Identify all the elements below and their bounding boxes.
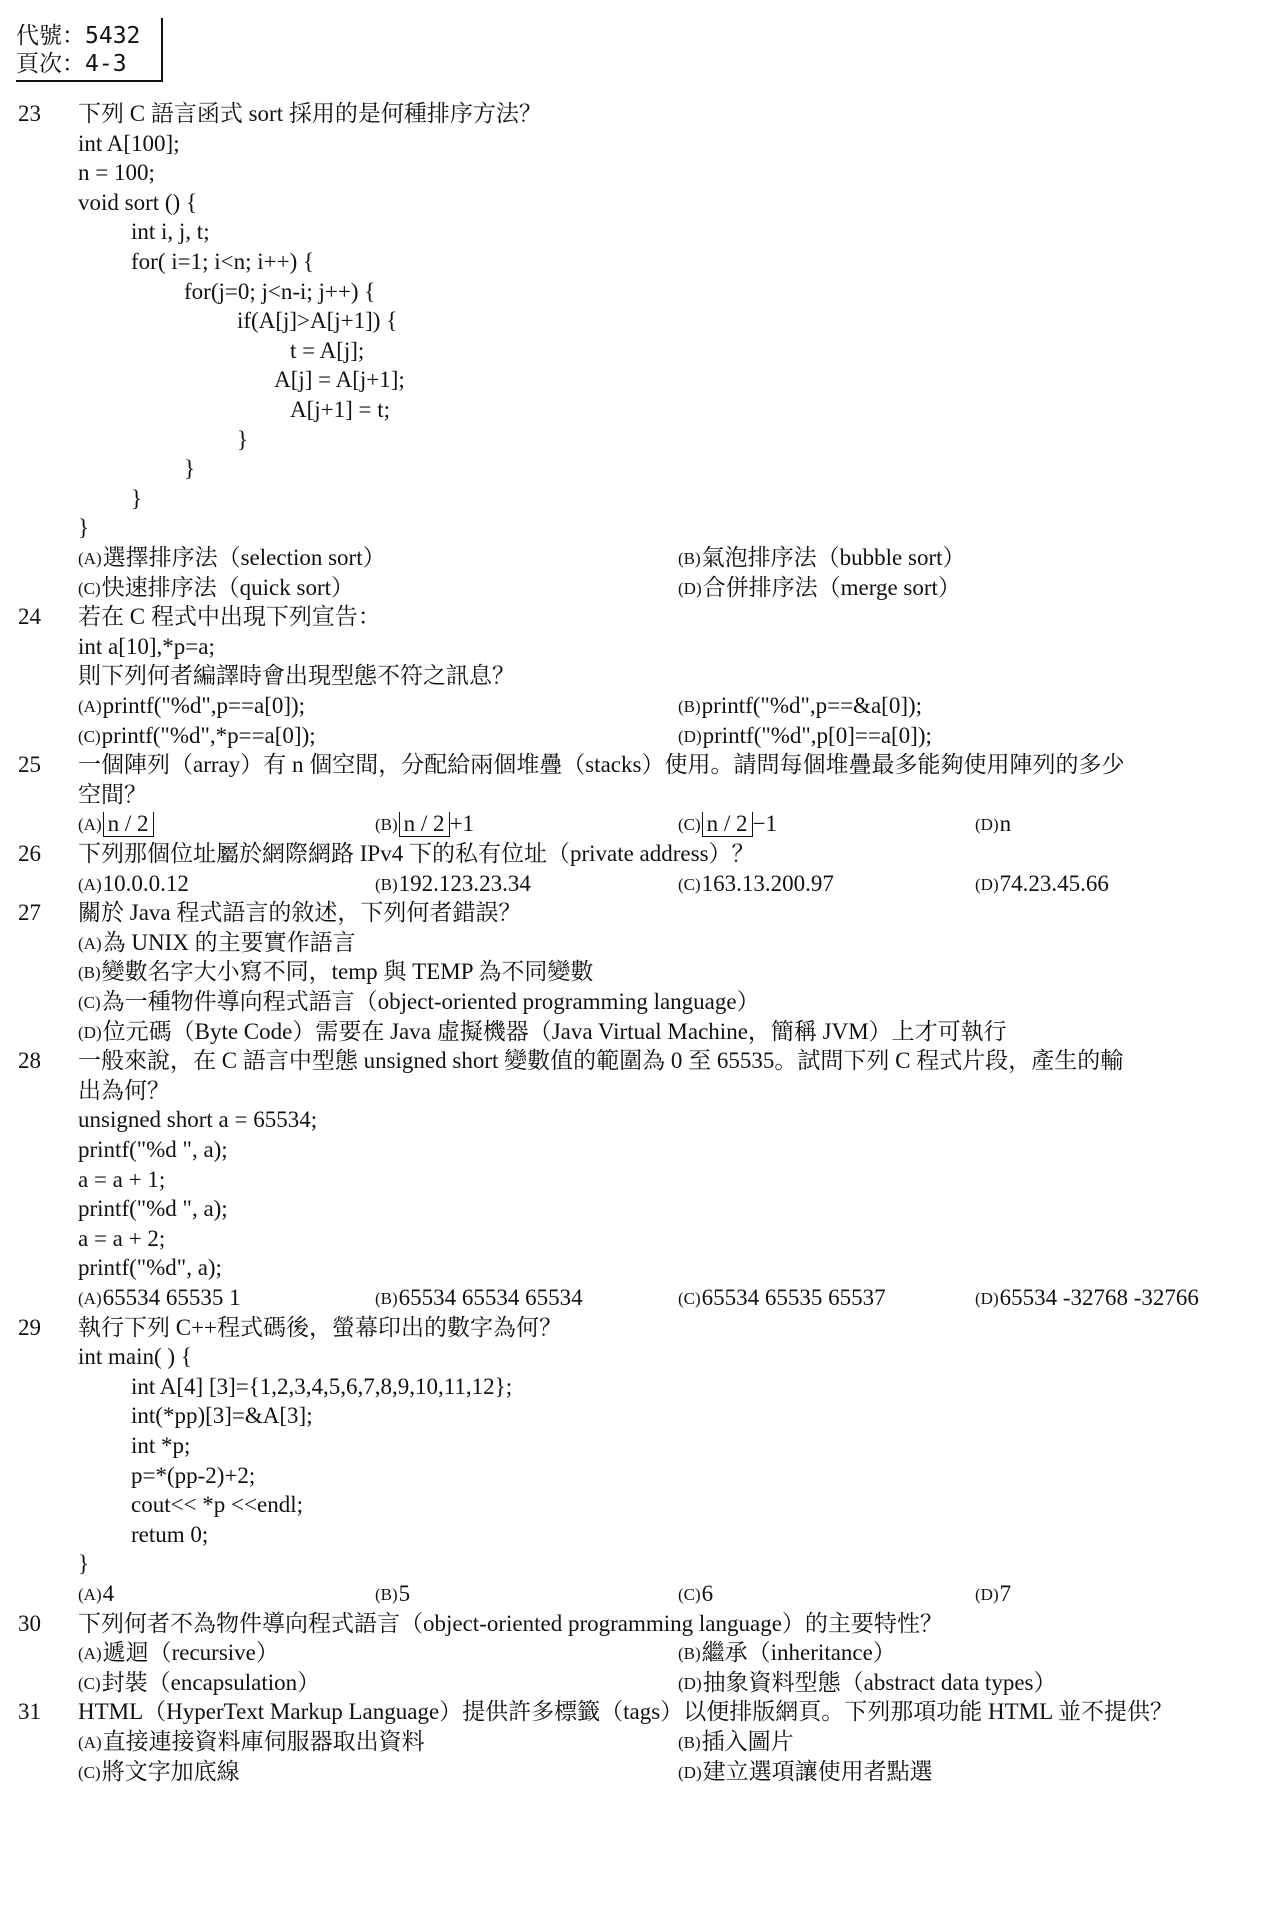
question-stem: 若在 C 程式中出現下列宣告：: [78, 604, 381, 630]
option-label: (C): [678, 1289, 701, 1308]
question-line: for(j=0; j<n-i; j++) {: [184, 278, 376, 304]
option-text: 氣泡排序法（bubble sort）: [701, 545, 966, 570]
option-label: (C): [78, 993, 101, 1012]
answer-option[interactable]: [78, 721, 316, 753]
answer-option[interactable]: [375, 869, 531, 901]
question-line: unsigned short a = 65534;: [78, 1107, 318, 1133]
question-line: for( i=1; i<n; i++) {: [131, 249, 315, 274]
question-line: retum 0;: [131, 1521, 209, 1547]
answer-option[interactable]: [78, 1638, 279, 1670]
option-text: 將文字加底線: [101, 1758, 240, 1784]
answer-option[interactable]: [78, 1757, 240, 1789]
floor-expression: n / 2: [103, 812, 154, 837]
option-label: (D): [975, 1585, 999, 1604]
option-text: 65534 65534 65534: [398, 1285, 583, 1310]
question-line: void sort () {: [78, 189, 197, 215]
question-line: int i, j, t;: [131, 219, 210, 245]
option-label: (C): [678, 1585, 701, 1604]
question-line: }: [78, 1551, 90, 1577]
floor-expression: n / 2: [702, 812, 753, 837]
answer-option[interactable]: [678, 1727, 794, 1759]
option-text: 位元碼（Byte Code）需要在 Java 虛擬機器（Java Virtual Machine，簡稱 JVM）上才可執行: [102, 1018, 1007, 1044]
option-text: 7: [999, 1581, 1012, 1606]
answer-option[interactable]: [678, 1283, 886, 1315]
question-number: 27: [18, 900, 41, 926]
question-stem: 一個陣列（array）有 n 個空間，分配給兩個堆疊（stacks）使用。請問每個堆疊最多能夠使用陣列的多少: [78, 752, 1125, 778]
question-line: }: [78, 515, 90, 541]
option-label: (B): [678, 549, 701, 568]
question-line: 空間？: [78, 781, 147, 807]
answer-option[interactable]: [78, 1579, 114, 1611]
question-number: 29: [18, 1314, 41, 1340]
option-label: (A): [78, 1585, 102, 1604]
option-label: (D): [678, 1673, 702, 1693]
answer-option[interactable]: [78, 1283, 241, 1315]
question-line: a = a + 1;: [78, 1166, 166, 1192]
option-label: (B): [678, 1733, 701, 1752]
answer-option[interactable]: [78, 869, 189, 901]
option-text: printf("%d",p==a[0]);: [102, 693, 306, 718]
option-label: (D): [975, 874, 999, 894]
option-text: 65534 65535 1: [102, 1285, 241, 1310]
answer-option[interactable]: [678, 869, 834, 901]
answer-option[interactable]: [375, 1283, 583, 1315]
answer-option[interactable]: [78, 928, 356, 960]
question-line: int a[10],*p=a;: [78, 633, 215, 659]
option-label: (B): [375, 1289, 398, 1308]
exam-header-box: [16, 18, 163, 82]
answer-option[interactable]: [678, 691, 922, 723]
option-label: (C): [78, 1762, 101, 1782]
answer-option[interactable]: [78, 809, 154, 841]
option-label: (A): [78, 1644, 102, 1664]
answer-option[interactable]: [78, 543, 386, 575]
option-text: 5: [398, 1581, 411, 1606]
answer-option[interactable]: [78, 691, 305, 723]
question-line: int(*pp)[3]=&A[3];: [131, 1403, 313, 1429]
question-line: }: [184, 456, 196, 482]
answer-option[interactable]: [78, 987, 760, 1019]
question-number: 26: [18, 841, 41, 866]
option-text: 快速排序法（quick sort）: [101, 574, 355, 600]
question-stem: 關於 Java 程式語言的敘述，下列何者錯誤？: [78, 900, 522, 926]
answer-option[interactable]: [78, 1727, 425, 1759]
option-label: (C): [78, 578, 101, 598]
answer-option[interactable]: [375, 809, 474, 841]
option-text: 4: [102, 1581, 115, 1606]
option-text: n: [999, 811, 1012, 837]
answer-option[interactable]: [78, 1668, 320, 1700]
exam-code: 代號：5432: [16, 23, 141, 49]
option-label: (A): [78, 1289, 102, 1308]
option-text: 65534 -32768 -32766: [999, 1285, 1199, 1310]
option-text: 變數名字大小寫不同，temp 與 TEMP 為不同變數: [101, 959, 594, 985]
option-text: 為一種物件導向程式語言（object-oriented programming language）: [101, 989, 760, 1014]
question-stem: 下列那個位址屬於網際網路 IPv4 下的私有位址（private address）？: [78, 841, 755, 866]
option-text: 163.13.200.97: [701, 870, 834, 896]
option-label: (D): [678, 578, 702, 598]
option-label: (B): [678, 697, 701, 716]
question-number: 28: [18, 1048, 41, 1074]
answer-option[interactable]: [975, 869, 1109, 901]
answer-option[interactable]: [78, 957, 593, 989]
question-number: 23: [18, 101, 41, 126]
option-label: (D): [78, 1022, 102, 1042]
option-text: printf("%d",p==&a[0]);: [701, 693, 923, 718]
option-text: 192.123.23.34: [398, 870, 531, 896]
question-line: n = 100;: [78, 160, 155, 186]
question-line: cout<< *p <<endl;: [131, 1492, 303, 1518]
option-label: (D): [975, 815, 999, 835]
option-label: (C): [78, 1673, 101, 1693]
option-label: (B): [678, 1644, 701, 1664]
answer-option[interactable]: [678, 1579, 713, 1611]
option-text: +1: [449, 811, 475, 837]
option-text: 遞迴（recursive）: [102, 1640, 279, 1666]
question-line: }: [131, 485, 143, 511]
question-stem: HTML（HyperText Markup Language）提供許多標籤（tags）以便排版網頁。下列那項功能 HTML 並不提供？: [78, 1699, 1174, 1725]
option-text: 74.23.45.66: [999, 870, 1109, 896]
answer-option[interactable]: [78, 1017, 1007, 1049]
option-label: (D): [975, 1289, 999, 1308]
option-label: (A): [78, 697, 102, 716]
option-text: 10.0.0.12: [102, 870, 189, 896]
option-label: (B): [375, 1585, 398, 1604]
option-label: (B): [375, 874, 398, 894]
option-label: (A): [78, 874, 102, 894]
option-label: (A): [78, 1733, 102, 1752]
question-line: A[j] = A[j+1];: [274, 367, 405, 393]
answer-option[interactable]: [678, 543, 966, 575]
option-label: (B): [375, 815, 398, 835]
answer-option[interactable]: [678, 809, 777, 841]
option-text: 合併排序法（merge sort）: [702, 574, 961, 600]
answer-option[interactable]: [975, 809, 1011, 841]
answer-option[interactable]: [375, 1579, 410, 1611]
option-label: (C): [678, 874, 701, 894]
question-line: 則下列何者編譯時會出現型態不符之訊息？: [78, 663, 515, 689]
option-text: printf("%d",p[0]==a[0]);: [702, 722, 932, 748]
question-line: A[j+1] = t;: [290, 397, 391, 422]
question-stem: 下列何者不為物件導向程式語言（object-oriented programming language）的主要特性？: [78, 1610, 943, 1636]
question-number: 25: [18, 752, 41, 778]
option-text: printf("%d",*p==a[0]);: [101, 722, 316, 748]
floor-expression: n / 2: [399, 812, 450, 837]
question-line: printf("%d", a);: [78, 1255, 222, 1281]
question-line: p=*(pp-2)+2;: [131, 1462, 256, 1488]
option-text: 65534 65535 65537: [701, 1285, 886, 1310]
question-stem: 執行下列 C++程式碼後，螢幕印出的數字為何？: [78, 1314, 563, 1340]
question-line: int main( ) {: [78, 1344, 192, 1370]
option-label: (C): [678, 815, 701, 835]
question-line: }: [237, 426, 249, 452]
option-text: −1: [752, 811, 778, 837]
answer-option[interactable]: [678, 1638, 896, 1670]
question-line: int A[4] [3]={1,2,3,4,5,6,7,8,9,10,11,12};: [131, 1373, 513, 1399]
option-text: 選擇排序法（selection sort）: [102, 545, 386, 570]
answer-option[interactable]: [678, 1757, 933, 1789]
option-text: 為 UNIX 的主要實作語言: [102, 929, 356, 955]
question-number: 24: [18, 604, 41, 630]
answer-option[interactable]: [678, 721, 932, 753]
option-label: (A): [78, 815, 102, 835]
question-line: a = a + 2;: [78, 1225, 166, 1251]
option-label: (D): [678, 1762, 702, 1782]
question-number: 31: [18, 1699, 41, 1725]
question-line: printf("%d ", a);: [78, 1137, 228, 1162]
option-text: 封裝（encapsulation）: [101, 1669, 321, 1695]
question-stem: 一般來說，在 C 語言中型態 unsigned short 變數值的範圍為 0 至 65535。試問下列 C 程式片段，產生的輸: [78, 1048, 1124, 1074]
question-line: printf("%d ", a);: [78, 1196, 228, 1222]
option-text: 插入圖片: [701, 1729, 794, 1754]
question-stem: 下列 C 語言函式 sort 採用的是何種排序方法？: [78, 101, 542, 126]
option-label: (B): [78, 963, 101, 983]
question-line: if(A[j]>A[j+1]) {: [237, 308, 398, 334]
option-text: 抽象資料型態（abstract data types）: [702, 1669, 1057, 1695]
answer-option[interactable]: [975, 1283, 1199, 1315]
answer-option[interactable]: [678, 1668, 1056, 1700]
question-number: 30: [18, 1610, 41, 1636]
answer-option[interactable]: [78, 573, 354, 605]
option-label: (A): [78, 549, 102, 568]
question-line: int *p;: [131, 1433, 191, 1458]
option-label: (D): [678, 726, 702, 746]
page-number: 頁次：4-3: [16, 51, 127, 77]
question-line: t = A[j];: [290, 337, 365, 363]
answer-option[interactable]: [678, 573, 961, 605]
option-text: 直接連接資料庫伺服器取出資料: [102, 1729, 425, 1754]
option-label: (A): [78, 933, 102, 953]
option-label: (C): [78, 726, 101, 746]
option-text: 建立選項讓使用者點選: [702, 1758, 933, 1784]
option-text: 6: [701, 1581, 714, 1606]
option-text: 繼承（inheritance）: [701, 1640, 896, 1666]
answer-option[interactable]: [975, 1579, 1011, 1611]
question-line: 出為何？: [78, 1077, 170, 1103]
question-line: int A[100];: [78, 130, 180, 156]
